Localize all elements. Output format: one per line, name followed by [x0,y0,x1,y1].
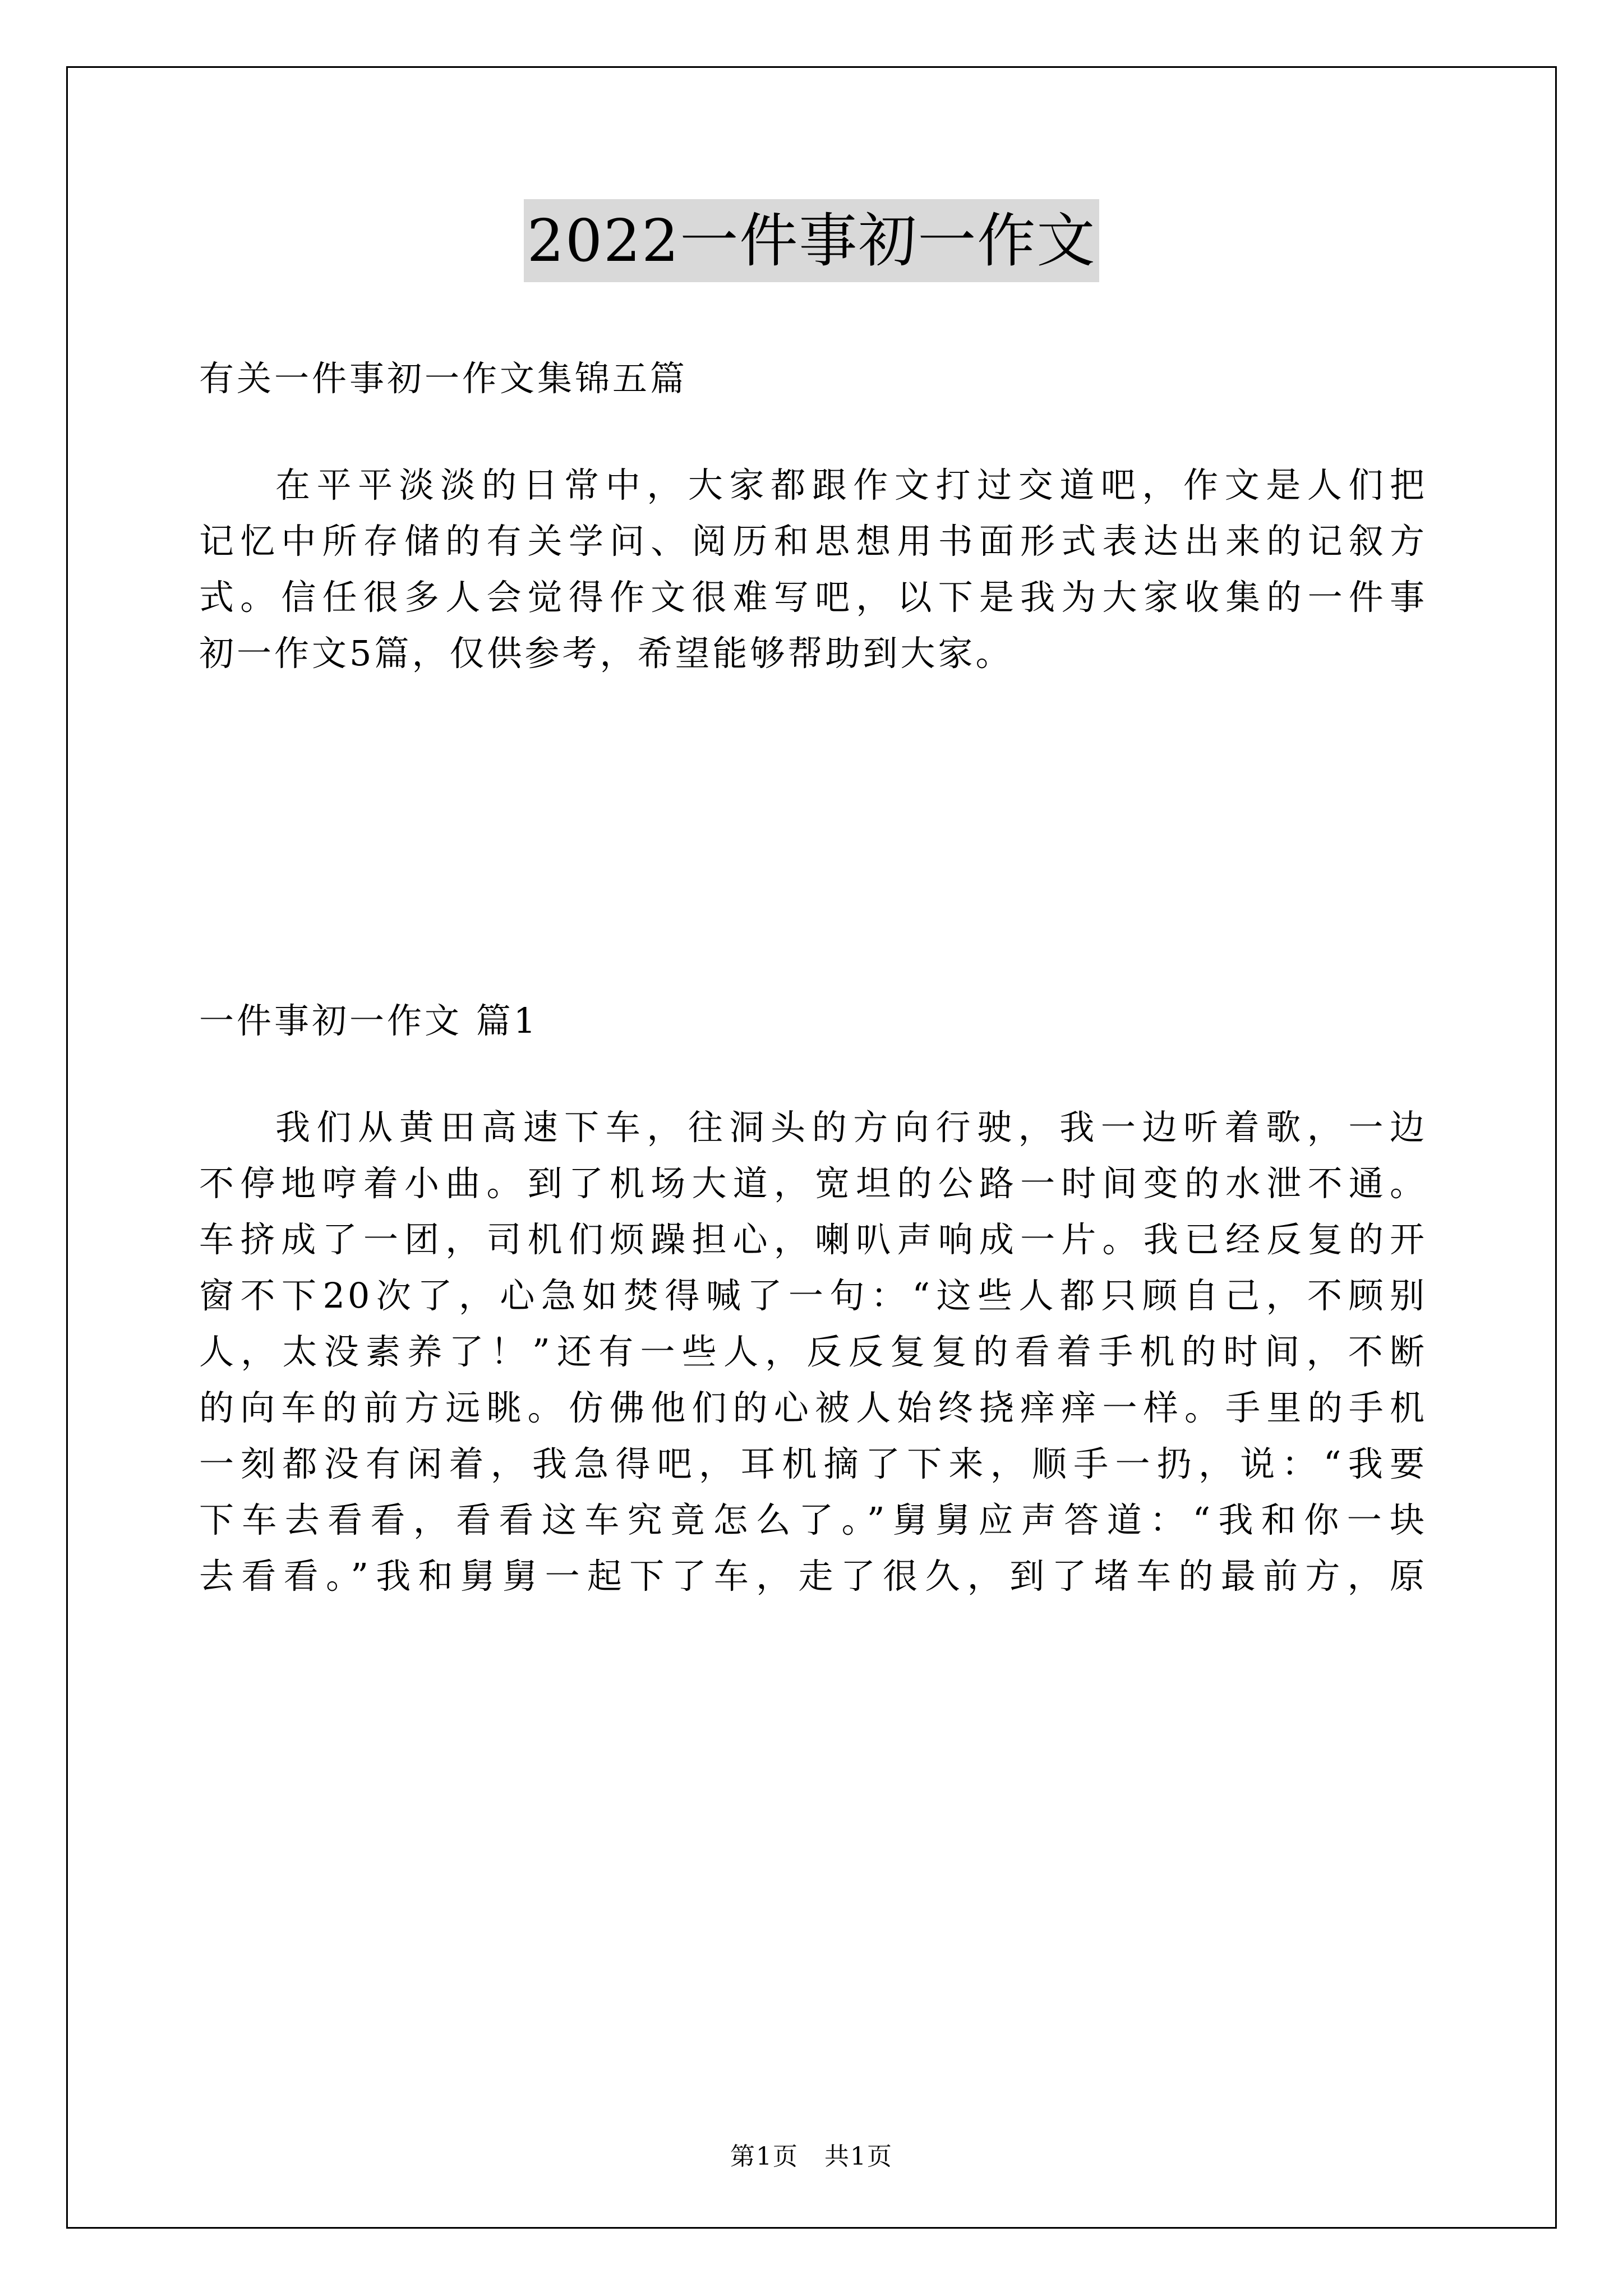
page-footer [0,2140,1623,2174]
paragraph-line: 一刻都没有闲着，我急得吧，耳机摘了下来，顺手一扔，说：“我要 [199,1443,1427,1484]
paragraph-line: 下车去看看，看看这车究竟怎么了。”舅舅应声答道：“我和你一块 [199,1499,1427,1540]
paragraph-line: 车挤成了一团，司机们烦躁担心，喇叭声响成一片。我已经反复的开 [199,1219,1427,1260]
intro-line: 记忆中所存储的有关学问、阅历和思想用书面形式表达出来的记叙方 [199,521,1427,562]
paragraph-line: 的向车的前方远眺。仿佛他们的心被人始终挠痒痒一样。手里的手机 [199,1387,1427,1428]
section-heading-text: 一件事初一作文 篇1 [199,1000,539,1041]
paragraph-line: 不停地哼着小曲。到了机场大道，宽坦的公路一时间变的水泄不通。 [199,1163,1427,1204]
intro-line: 初一作文5篇，仅供参考，希望能够帮助到大家。 [199,633,1013,674]
title-container [0,199,1623,282]
page-number: 第1页 共1页 [730,2142,893,2171]
section-paragraph [199,1099,1427,1604]
paragraph-line: 窗不下20次了，心急如焚得喊了一句：“这些人都只顾自己，不顾别 [199,1275,1427,1316]
paragraph-line: 人，太没素养了！”还有一些人，反反复复的看着手机的时间，不断 [199,1331,1427,1372]
paragraph-line: 去看看。”我和舅舅一起下了车，走了很久，到了堵车的最前方，原 [199,1556,1427,1596]
intro-paragraph [199,457,1427,682]
document-subtitle [199,351,1427,407]
intro-line: 式。信任很多人会觉得作文很难写吧，以下是我为大家收集的一件事 [199,577,1427,618]
subtitle-text: 有关一件事初一作文集锦五篇 [199,358,688,399]
intro-line: 在平平淡淡的日常中，大家都跟作文打过交道吧，作文是人们把 [275,464,1427,505]
document-title: 2022一件事初一作文 [524,199,1100,282]
section-heading [199,993,1427,1049]
paragraph-line: 我们从黄田高速下车，往洞头的方向行驶，我一边听着歌，一边 [275,1107,1427,1148]
